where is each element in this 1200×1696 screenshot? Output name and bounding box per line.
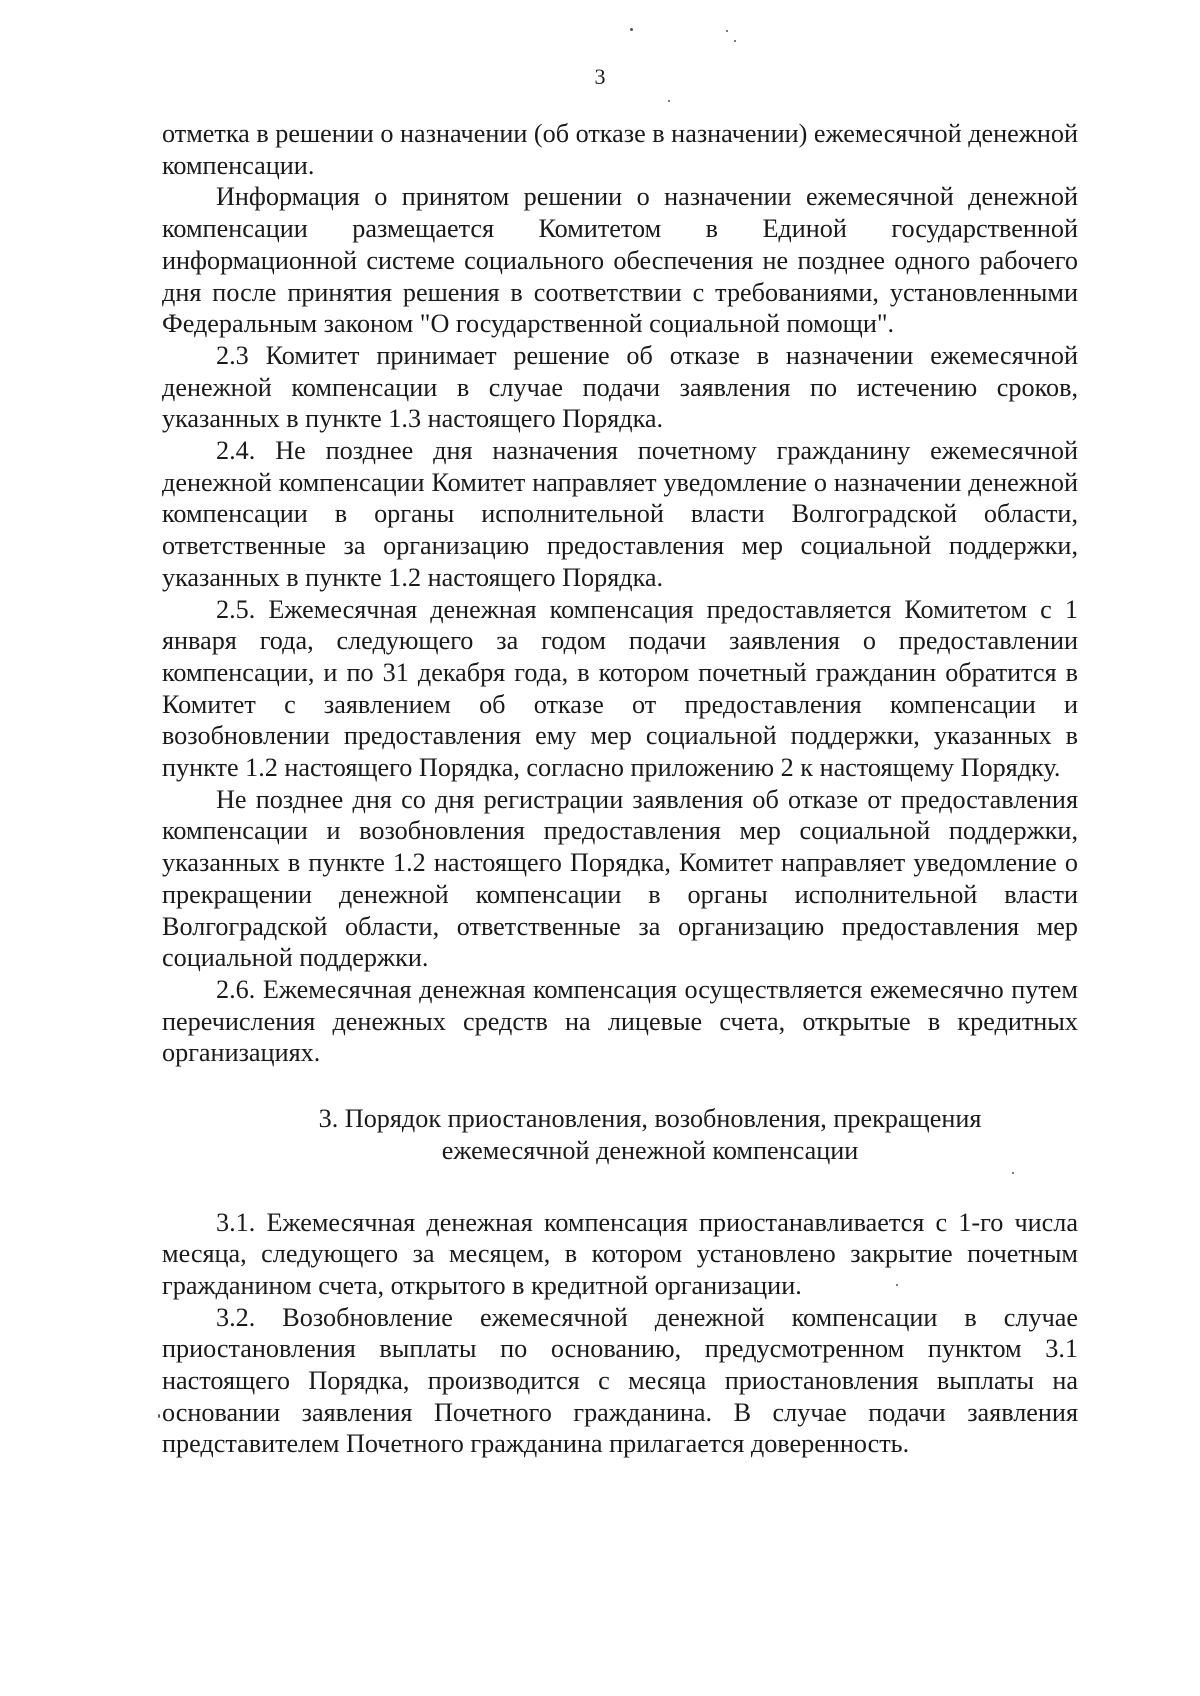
scan-speck [668,100,670,102]
document-body [162,118,1078,1460]
scan-speck [1012,1172,1014,1174]
scan-speck [896,1284,898,1286]
paragraph-2-5: 2.5. Ежемесячная денежная компенсация предоставляется Комитетом с 1 января года, следующего за годом подачи заявления о предоставлении компенсации, и по 31 декабря года, в котором почетный гражданин обратится в Комитет с заявлением об отказе от предоставления компенсации и возобновлении предоставления ему мер социальной поддержки, указанных в пункте 1.2 настоящего Порядка, согласно приложению 2 к настоящему Порядку. [162,594,1078,783]
scan-speck [734,40,736,42]
section-heading [162,1103,1078,1166]
paragraph-termination-notice: Не позднее дня со дня регистрации заявления об отказе от предоставления компенсации и возобновления предоставления мер социальной поддержки, указанных в пункте 1.2 настоящего Порядка, Комитет направляет уведомление о прекращении денежной компенсации в органы исполнительной власти Волгоградской области, ответственные за организацию предоставления мер социальной поддержки. [162,784,1078,973]
paragraph-2-4: 2.4. Не позднее дня назначения почетному гражданину ежемесячной денежной компенсации Комитет направляет уведомление о назначении денежной компенсации в органы исполнительной власти Волгоградской области, ответственные за организацию предоставления мер социальной поддержки, указанных в пункте 1.2 настоящего Порядка. [162,436,1078,592]
section-heading-line-2: ежемесячной денежной компенсации [441,1135,859,1165]
paragraph-2-3: 2.3 Комитет принимает решение об отказе в назначении ежемесячной денежной компенсации в случае подачи заявления по истечению сроков, указанных в пункте 1.3 настоящего Порядка. [162,340,1078,434]
scan-speck [726,30,728,32]
paragraph-3-2: 3.2. Возобновление ежемесячной денежной компенсации в случае приостановления выплаты по основанию, предусмотренном пунктом 3.1 настоящего Порядка, производится с месяца приостановления выплаты на основании заявления Почетного гражданина. В случае подачи заявления представителем Почетного гражданина прилагается доверенность. [162,1302,1078,1459]
section-heading-line-1: 3. Порядок приостановления, возобновления, прекращения [318,1104,982,1134]
scan-speck [630,28,633,31]
scan-speck [158,1414,160,1418]
page-number: 3 [594,64,606,89]
paragraph-2-6: 2.6. Ежемесячная денежная компенсация осуществляется ежемесячно путем перечисления денежных средств на лицевые счета, открытые в кредитных организациях. [162,974,1078,1068]
paragraph-information: Информация о принятом решении о назначении ежемесячной денежной компенсации размещается Комитетом в Единой государственной информационной системе социального обеспечения не позднее одного рабочего дня после принятия решения в соответствии с требованиями, установленными Федеральным законом "О государственной социальной помощи". [162,182,1078,339]
paragraph-continuation: отметка в решении о назначении (об отказе в назначении) ежемесячной денежной компенсации. [162,119,1079,180]
paragraph-3-1: 3.1. Ежемесячная денежная компенсация приостанавливается с 1-го числа месяца, следующего за месяцем, в котором установлено закрытие почетным гражданином счета, открытого в кредитной организации. [162,1207,1078,1300]
